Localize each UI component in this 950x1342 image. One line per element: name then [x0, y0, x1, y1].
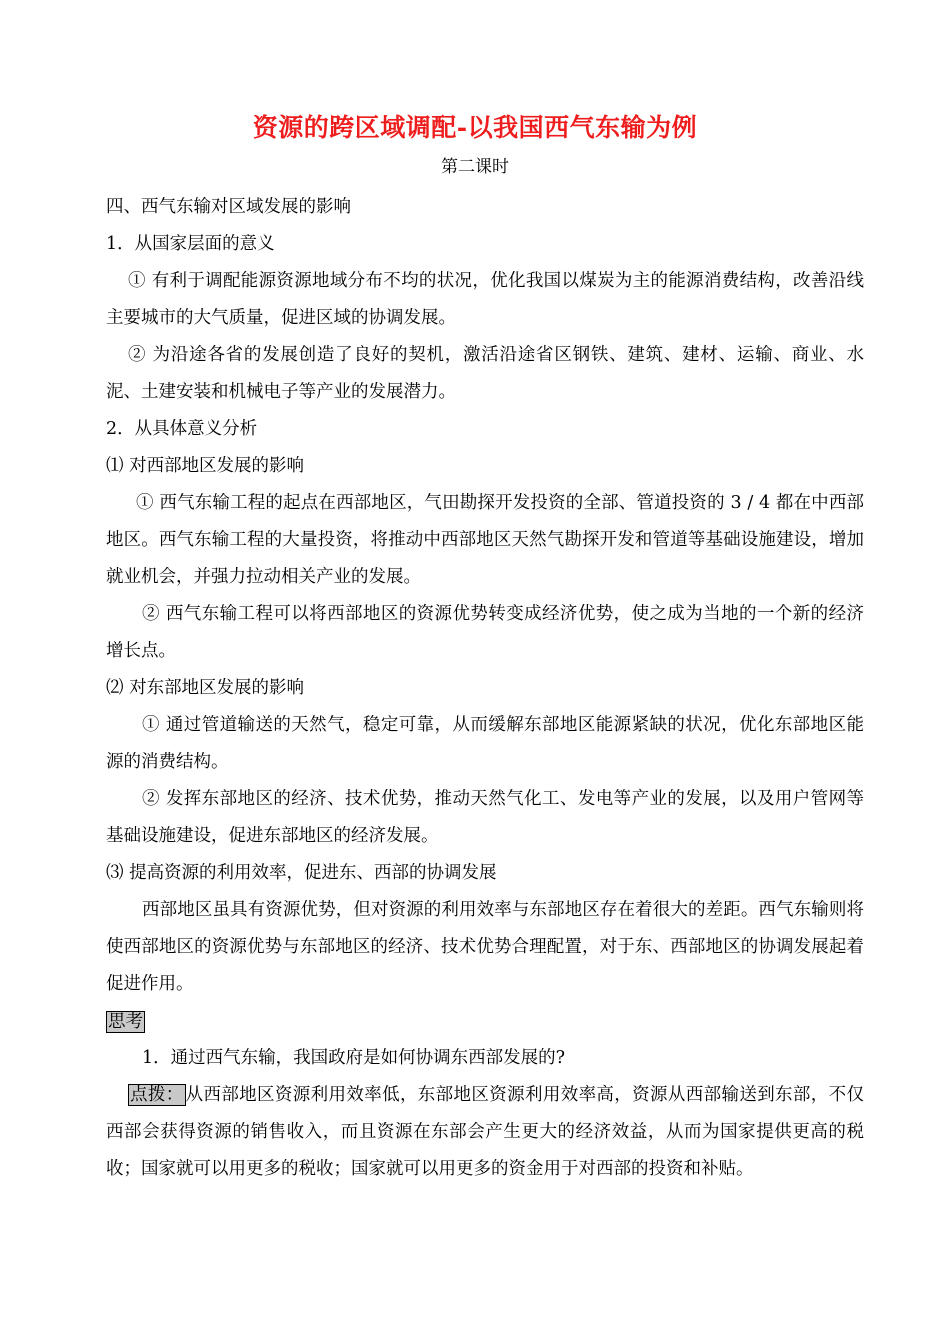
west-impact-paragraph-1: ① 西气东输工程的起点在西部地区，气田勘探开发投资的全部、管道投资的 3 / 4 都在中西部地区。西气东输工程的大量投资，将推动中西部地区天然气勘探开发和管道等基础设施建设，增加就业机会，并强力拉动相关产业的发展。	[106, 493, 864, 587]
think-label: 思考	[108, 1011, 143, 1032]
part1-heading: 1．从国家层面的意义	[106, 234, 275, 254]
lesson-subtitle: 第二课时	[441, 157, 509, 177]
efficiency-paragraph: 西部地区虽具有资源优势，但对资源的利用效率与东部地区存在着很大的差距。西气东输则将使西部地区的资源优势与东部地区的经济、技术优势合理配置，对于东、西部地区的协调发展起着促进作用。	[106, 900, 864, 994]
hint-label: 点拨：	[130, 1085, 184, 1105]
east-impact-paragraph-2: ② 发挥东部地区的经济、技术优势，推动天然气化工、发电等产业的发展，以及用户管网等基础设施建设，促进东部地区的经济发展。	[106, 789, 864, 846]
part1-paragraph-1: ① 有利于调配能源资源地域分布不均的状况，优化我国以煤炭为主的能源消费结构，改善沿线主要城市的大气质量，促进区域的协调发展。	[106, 271, 864, 328]
document-title: 资源的跨区域调配-以我国西气东输为例	[252, 113, 698, 142]
think-question: 1．通过西气东输，我国政府是如何协调东西部发展的?	[142, 1048, 566, 1068]
think-label-row	[106, 1003, 864, 1040]
document-body	[106, 189, 864, 1188]
think-hint	[106, 1077, 864, 1188]
part2-heading: 2．从具体意义分析	[106, 419, 258, 439]
west-impact-paragraph-2: ② 西气东输工程可以将西部地区的资源优势转变成经济优势，使之成为当地的一个新的经济增长点。	[106, 604, 864, 661]
efficiency-heading: ⑶ 提高资源的利用效率，促进东、西部的协调发展	[106, 863, 497, 883]
section-heading: 四、西气东输对区域发展的影响	[106, 197, 351, 217]
east-impact-paragraph-1: ① 通过管道输送的天然气，稳定可靠，从而缓解东部地区能源紧缺的状况，优化东部地区能源的消费结构。	[106, 715, 864, 772]
part1-paragraph-2: ② 为沿途各省的发展创造了良好的契机，激活沿途省区钢铁、建筑、建材、运输、商业、水泥、土建安装和机械电子等产业的发展潜力。	[106, 345, 864, 402]
hint-text: 从西部地区资源利用效率低，东部地区资源利用效率高，资源从西部输送到东部，不仅西部会获得资源的销售收入，而且资源在东部会产生更大的经济效益，从而为国家提供更高的税收；国家就可以用更多的税收；国家就可以用更多的资金用于对西部的投资和补贴。	[106, 1085, 865, 1179]
east-impact-heading: ⑵ 对东部地区发展的影响	[106, 678, 305, 698]
west-impact-heading: ⑴ 对西部地区发展的影响	[106, 456, 305, 476]
